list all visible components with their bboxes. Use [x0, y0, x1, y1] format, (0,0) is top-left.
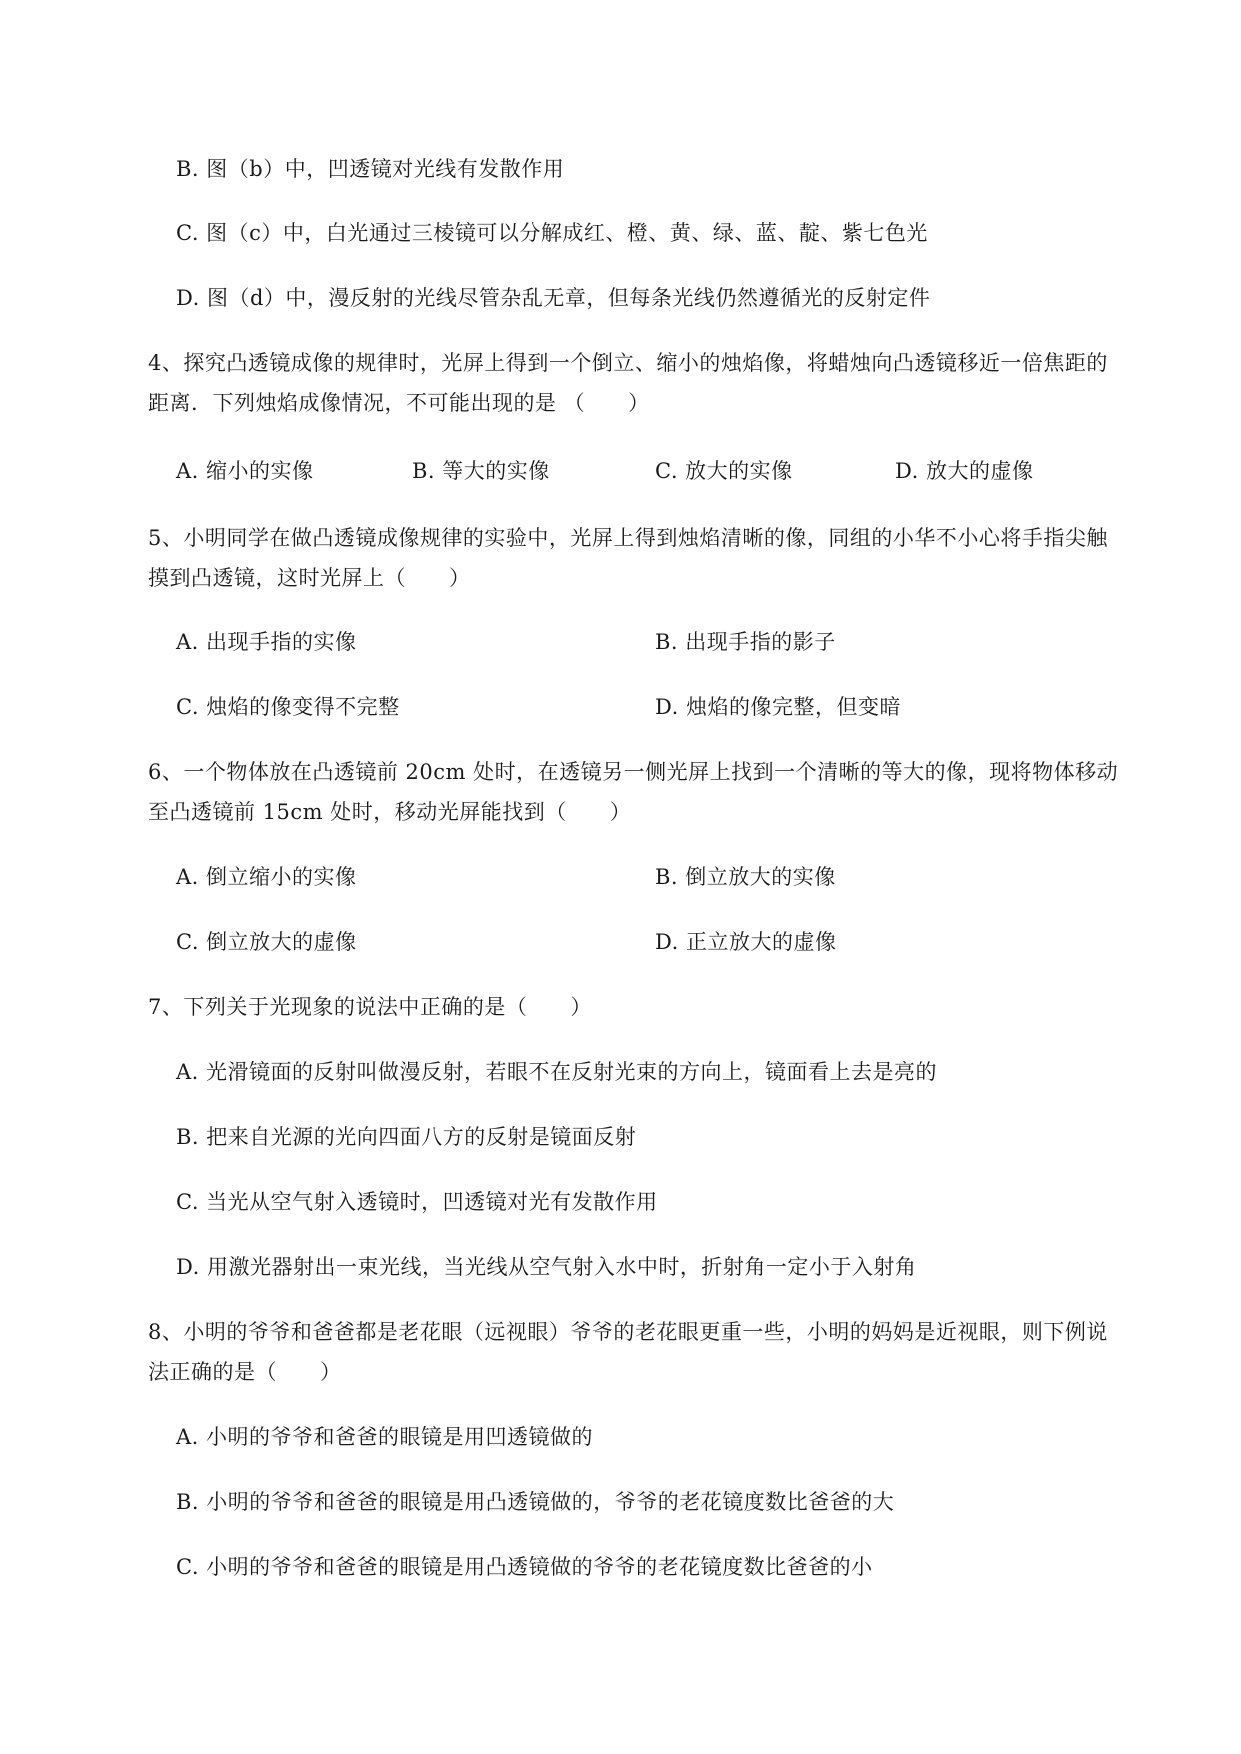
q6-stem-line1: 6、一个物体放在凸透镜前 20cm 处时，在透镜另一侧光屏上找到一个清晰的等大的像，现将物体移动: [148, 760, 1119, 784]
q7-option-a: A. 光滑镜面的反射叫做漫反射，若眼不在反射光束的方向上，镜面看上去是亮的: [176, 1060, 938, 1084]
q3-option-c: C. 图（c）中，白光通过三棱镜可以分解成红、橙、黄、绿、蓝、靛、紫七色光: [176, 221, 928, 245]
q5-option-d: D. 烛焰的像完整，但变暗: [655, 695, 901, 719]
q4-stem-line1: 4、探究凸透镜成像的规律时，光屏上得到一个倒立、缩小的烛焰像，将蜡烛向凸透镜移近一倍焦距的: [148, 351, 1108, 375]
q8-option-a: A. 小明的爷爷和爸爸的眼镜是用凹透镜做的: [176, 1425, 594, 1449]
q4-option-a: A. 缩小的实像: [176, 459, 314, 483]
q6-option-d: D. 正立放大的虚像: [655, 930, 837, 954]
q6-option-a: A. 倒立缩小的实像: [176, 865, 357, 889]
q5-stem-line1: 5、小明同学在做凸透镜成像规律的实验中，光屏上得到烛焰清晰的像，同组的小华不小心将手指尖触: [148, 526, 1108, 550]
q3-option-b: B. 图（b）中，凹透镜对光线有发散作用: [176, 157, 565, 181]
q8-stem-line1: 8、小明的爷爷和爸爸都是老花眼（远视眼）爷爷的老花眼更重一些，小明的妈妈是近视眼，则下例说: [148, 1320, 1108, 1344]
q7-stem-line1: 7、下列关于光现象的说法中正确的是（ ）: [148, 995, 592, 1019]
q3-option-d: D. 图（d）中，漫反射的光线尽管杂乱无章，但每条光线仍然遵循光的反射定件: [176, 286, 931, 310]
q5-option-a: A. 出现手指的实像: [176, 630, 357, 654]
q6-option-b: B. 倒立放大的实像: [655, 865, 836, 889]
q7-option-d: D. 用激光器射出一束光线，当光线从空气射入水中时，折射角一定小于入射角: [176, 1255, 917, 1279]
q7-option-b: B. 把来自光源的光向四面八方的反射是镜面反射: [176, 1125, 637, 1149]
q5-option-b: B. 出现手指的影子: [655, 630, 836, 654]
q5-stem-line2: 摸到凸透镜，这时光屏上（ ）: [148, 566, 471, 590]
q7-option-c: C. 当光从空气射入透镜时，凹透镜对光有发散作用: [176, 1190, 658, 1214]
q8-option-b: B. 小明的爷爷和爸爸的眼镜是用凸透镜做的，爷爷的老花镜度数比爸爸的大: [176, 1490, 895, 1514]
q8-option-c: C. 小明的爷爷和爸爸的眼镜是用凸透镜做的爷爷的老花镜度数比爸爸的小: [176, 1555, 873, 1579]
q4-option-c: C. 放大的实像: [655, 459, 793, 483]
q4-option-b: B. 等大的实像: [412, 459, 550, 483]
q4-option-d: D. 放大的虚像: [895, 459, 1034, 483]
q5-option-c: C. 烛焰的像变得不完整: [176, 695, 400, 719]
q8-stem-line2: 法正确的是（ ）: [148, 1360, 342, 1384]
q6-stem-line2: 至凸透镜前 15cm 处时，移动光屏能找到（ ）: [148, 800, 632, 824]
q4-stem-line2: 距离．下列烛焰成像情况，不可能出现的是 （ ）: [148, 391, 650, 415]
q6-option-c: C. 倒立放大的虚像: [176, 930, 357, 954]
